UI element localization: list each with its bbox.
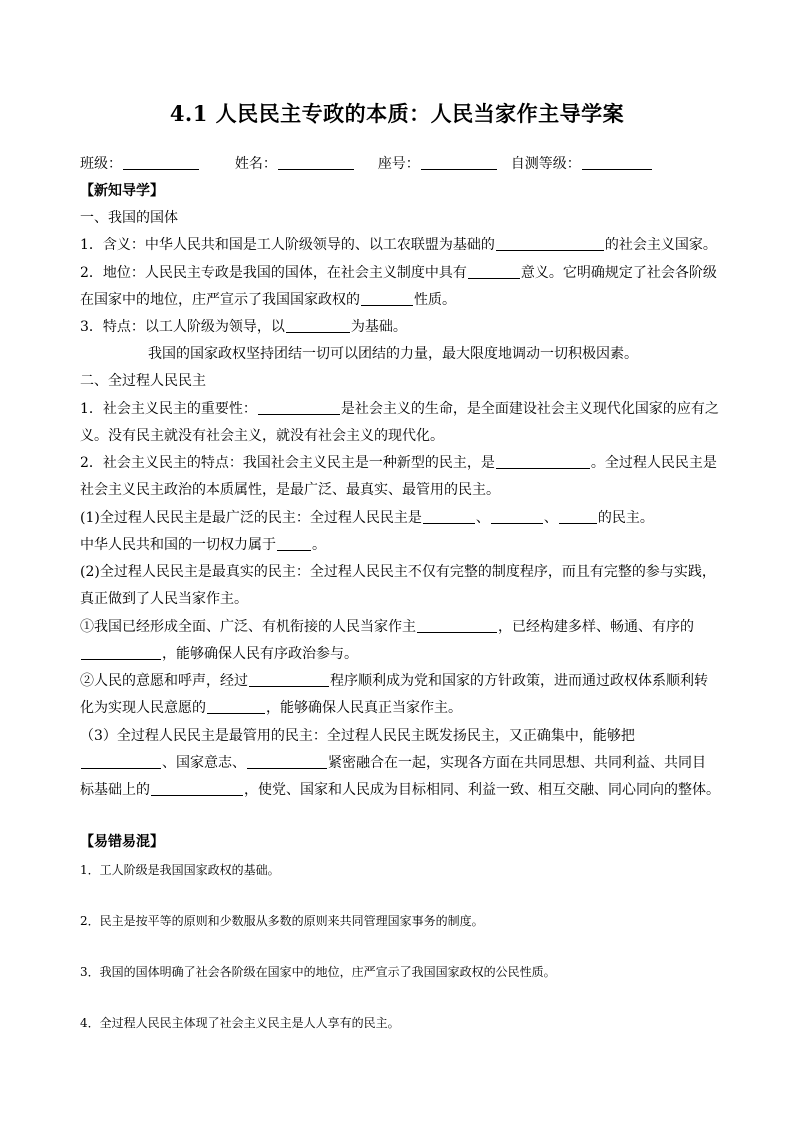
text: 。全过程人民民主是	[590, 455, 717, 471]
point-broadest-power	[80, 536, 326, 554]
section-heading-new-knowledge: 【新知导学】	[80, 183, 164, 199]
part-title-state-system: 一、我国的国体	[80, 210, 178, 226]
subpoint-1-line1	[80, 618, 694, 636]
text: (1)全过程人民民主是最广泛的民主：全过程人民民主是	[80, 510, 422, 526]
text: 为基础。	[350, 319, 407, 335]
text: 程序顺利成为党和国家的方针政策，进而通过政权体系顺利转	[330, 673, 708, 689]
text: 标基础上的	[80, 782, 150, 798]
text: 、	[475, 510, 490, 526]
name-field[interactable]	[278, 155, 354, 170]
item-importance-line2: 义。没有民主就没有社会主义，就没有社会主义的现代化。	[80, 428, 444, 444]
item-importance-line1	[80, 400, 719, 418]
text: 化为实现人民意愿的	[80, 700, 206, 716]
text: 性质。	[414, 292, 456, 308]
text: ，已经构建多样、畅通、有序的	[498, 619, 694, 635]
blank[interactable]	[286, 318, 350, 333]
blank[interactable]	[361, 291, 413, 306]
text: 、	[543, 510, 558, 526]
error-item-2: 2．民主是按平等的原则和少数服从多数的原则来共同管理国家事务的制度。	[80, 914, 484, 928]
item-characteristics-line2: 社会主义民主政治的本质属性，是最广泛、最真实、最管用的民主。	[80, 482, 500, 498]
blank[interactable]	[249, 672, 329, 687]
part-title-whole-process-democracy: 二、全过程人民民主	[80, 373, 206, 389]
student-info-row	[80, 155, 653, 173]
seat-field[interactable]	[421, 155, 497, 170]
text: 意义。它明确规定了社会各阶级	[520, 265, 717, 281]
text: ，使党、国家和人民成为目标相同、利益一致、相互交融、同心同向的整体。	[244, 782, 720, 798]
text: ②人民的意愿和呼声，经过	[80, 673, 248, 689]
text: 。	[312, 537, 326, 553]
text: 的社会主义国家。	[604, 237, 717, 253]
text: ①我国已经形成全面、广泛、有机衔接的人民当家作主	[80, 619, 416, 635]
text: 1．社会主义民主的重要性：	[80, 401, 257, 417]
error-item-1: 1．工人阶级是我国国家政权的基础。	[80, 863, 280, 877]
blank[interactable]	[491, 509, 543, 524]
item-meaning	[80, 236, 717, 254]
item-status-line2	[80, 291, 456, 309]
name-label: 姓名：	[234, 156, 277, 172]
blank[interactable]	[468, 264, 520, 279]
blank[interactable]	[423, 509, 475, 524]
point-most-useful-line1: （3）全过程人民民主是最管用的民主：全过程人民民主既发扬民主，又正确集中，能够把	[80, 728, 635, 744]
page-title: 4.1 人民民主专政的本质：人民当家作主导学案	[169, 101, 625, 126]
subpoint-2-line1	[80, 672, 708, 690]
class-label: 班级：	[80, 156, 122, 172]
blank[interactable]	[496, 236, 604, 251]
point-truest-line2: 真正做到了人民当家作主。	[80, 591, 248, 607]
text: ，能够确保人民真正当家作主。	[266, 700, 462, 716]
blank[interactable]	[81, 754, 161, 769]
text: 、国家意志、	[162, 755, 246, 771]
blank[interactable]	[81, 645, 161, 660]
point-most-useful-line3	[80, 781, 720, 799]
text: 是社会主义的生命，是全面建设社会主义现代化国家的应有之	[340, 401, 719, 417]
text: 1．含义：中华人民共和国是工人阶级领导的、以工农联盟为基础的	[80, 237, 495, 253]
text: ，能够确保人民有序政治参与。	[162, 646, 358, 662]
point-broadest	[80, 509, 654, 527]
blank[interactable]	[417, 618, 497, 633]
blank[interactable]	[247, 754, 327, 769]
point-truest-line1: (2)全过程人民民主是最真实的民主：全过程人民民主不仅有完整的制度程序，而且有完整的参与实践，	[80, 564, 716, 580]
subpoint-1-line2	[80, 645, 358, 663]
text: 3．特点：以工人阶级为领导，以	[80, 319, 285, 335]
item-status-line1	[80, 264, 717, 282]
blank[interactable]	[559, 509, 597, 524]
grade-field[interactable]	[582, 155, 652, 170]
subpoint-2-line2	[80, 699, 462, 717]
error-item-4: 4．全过程人民民主体现了社会主义民主是人人享有的民主。	[80, 1016, 400, 1030]
blank[interactable]	[207, 699, 265, 714]
blank[interactable]	[151, 781, 243, 796]
error-item-3: 3．我国的国体明确了社会各阶级在国家中的地位，庄严宣示了我国国家政权的公民性质。	[80, 965, 556, 979]
text: 2．社会主义民主的特点：我国社会主义民主是一种新型的民主，是	[80, 455, 495, 471]
item-feature	[80, 318, 407, 336]
point-most-useful-line2	[80, 754, 706, 772]
section-heading-common-errors: 【易错易混】	[80, 834, 164, 850]
text: 的民主。	[597, 510, 654, 526]
text: 中华人民共和国的一切权力属于	[80, 537, 276, 553]
text: 2．地位：人民民主专政是我国的国体，在社会主义制度中具有	[80, 265, 467, 281]
seat-label: 座号：	[377, 156, 420, 172]
text: 在国家中的地位，庄严宣示了我国国家政权的	[80, 292, 360, 308]
class-field[interactable]	[123, 155, 199, 170]
text: 紧密融合在一起，实现各方面在共同思想、共同利益、共同目	[328, 755, 706, 771]
blank[interactable]	[496, 454, 590, 469]
grade-label: 自测等级：	[510, 156, 581, 172]
blank[interactable]	[258, 400, 340, 415]
item-feature-note: 我国的国家政权坚持团结一切可以团结的力量，最大限度地调动一切积极因素。	[148, 346, 638, 362]
item-characteristics-line1	[80, 454, 717, 472]
blank[interactable]	[277, 536, 311, 551]
